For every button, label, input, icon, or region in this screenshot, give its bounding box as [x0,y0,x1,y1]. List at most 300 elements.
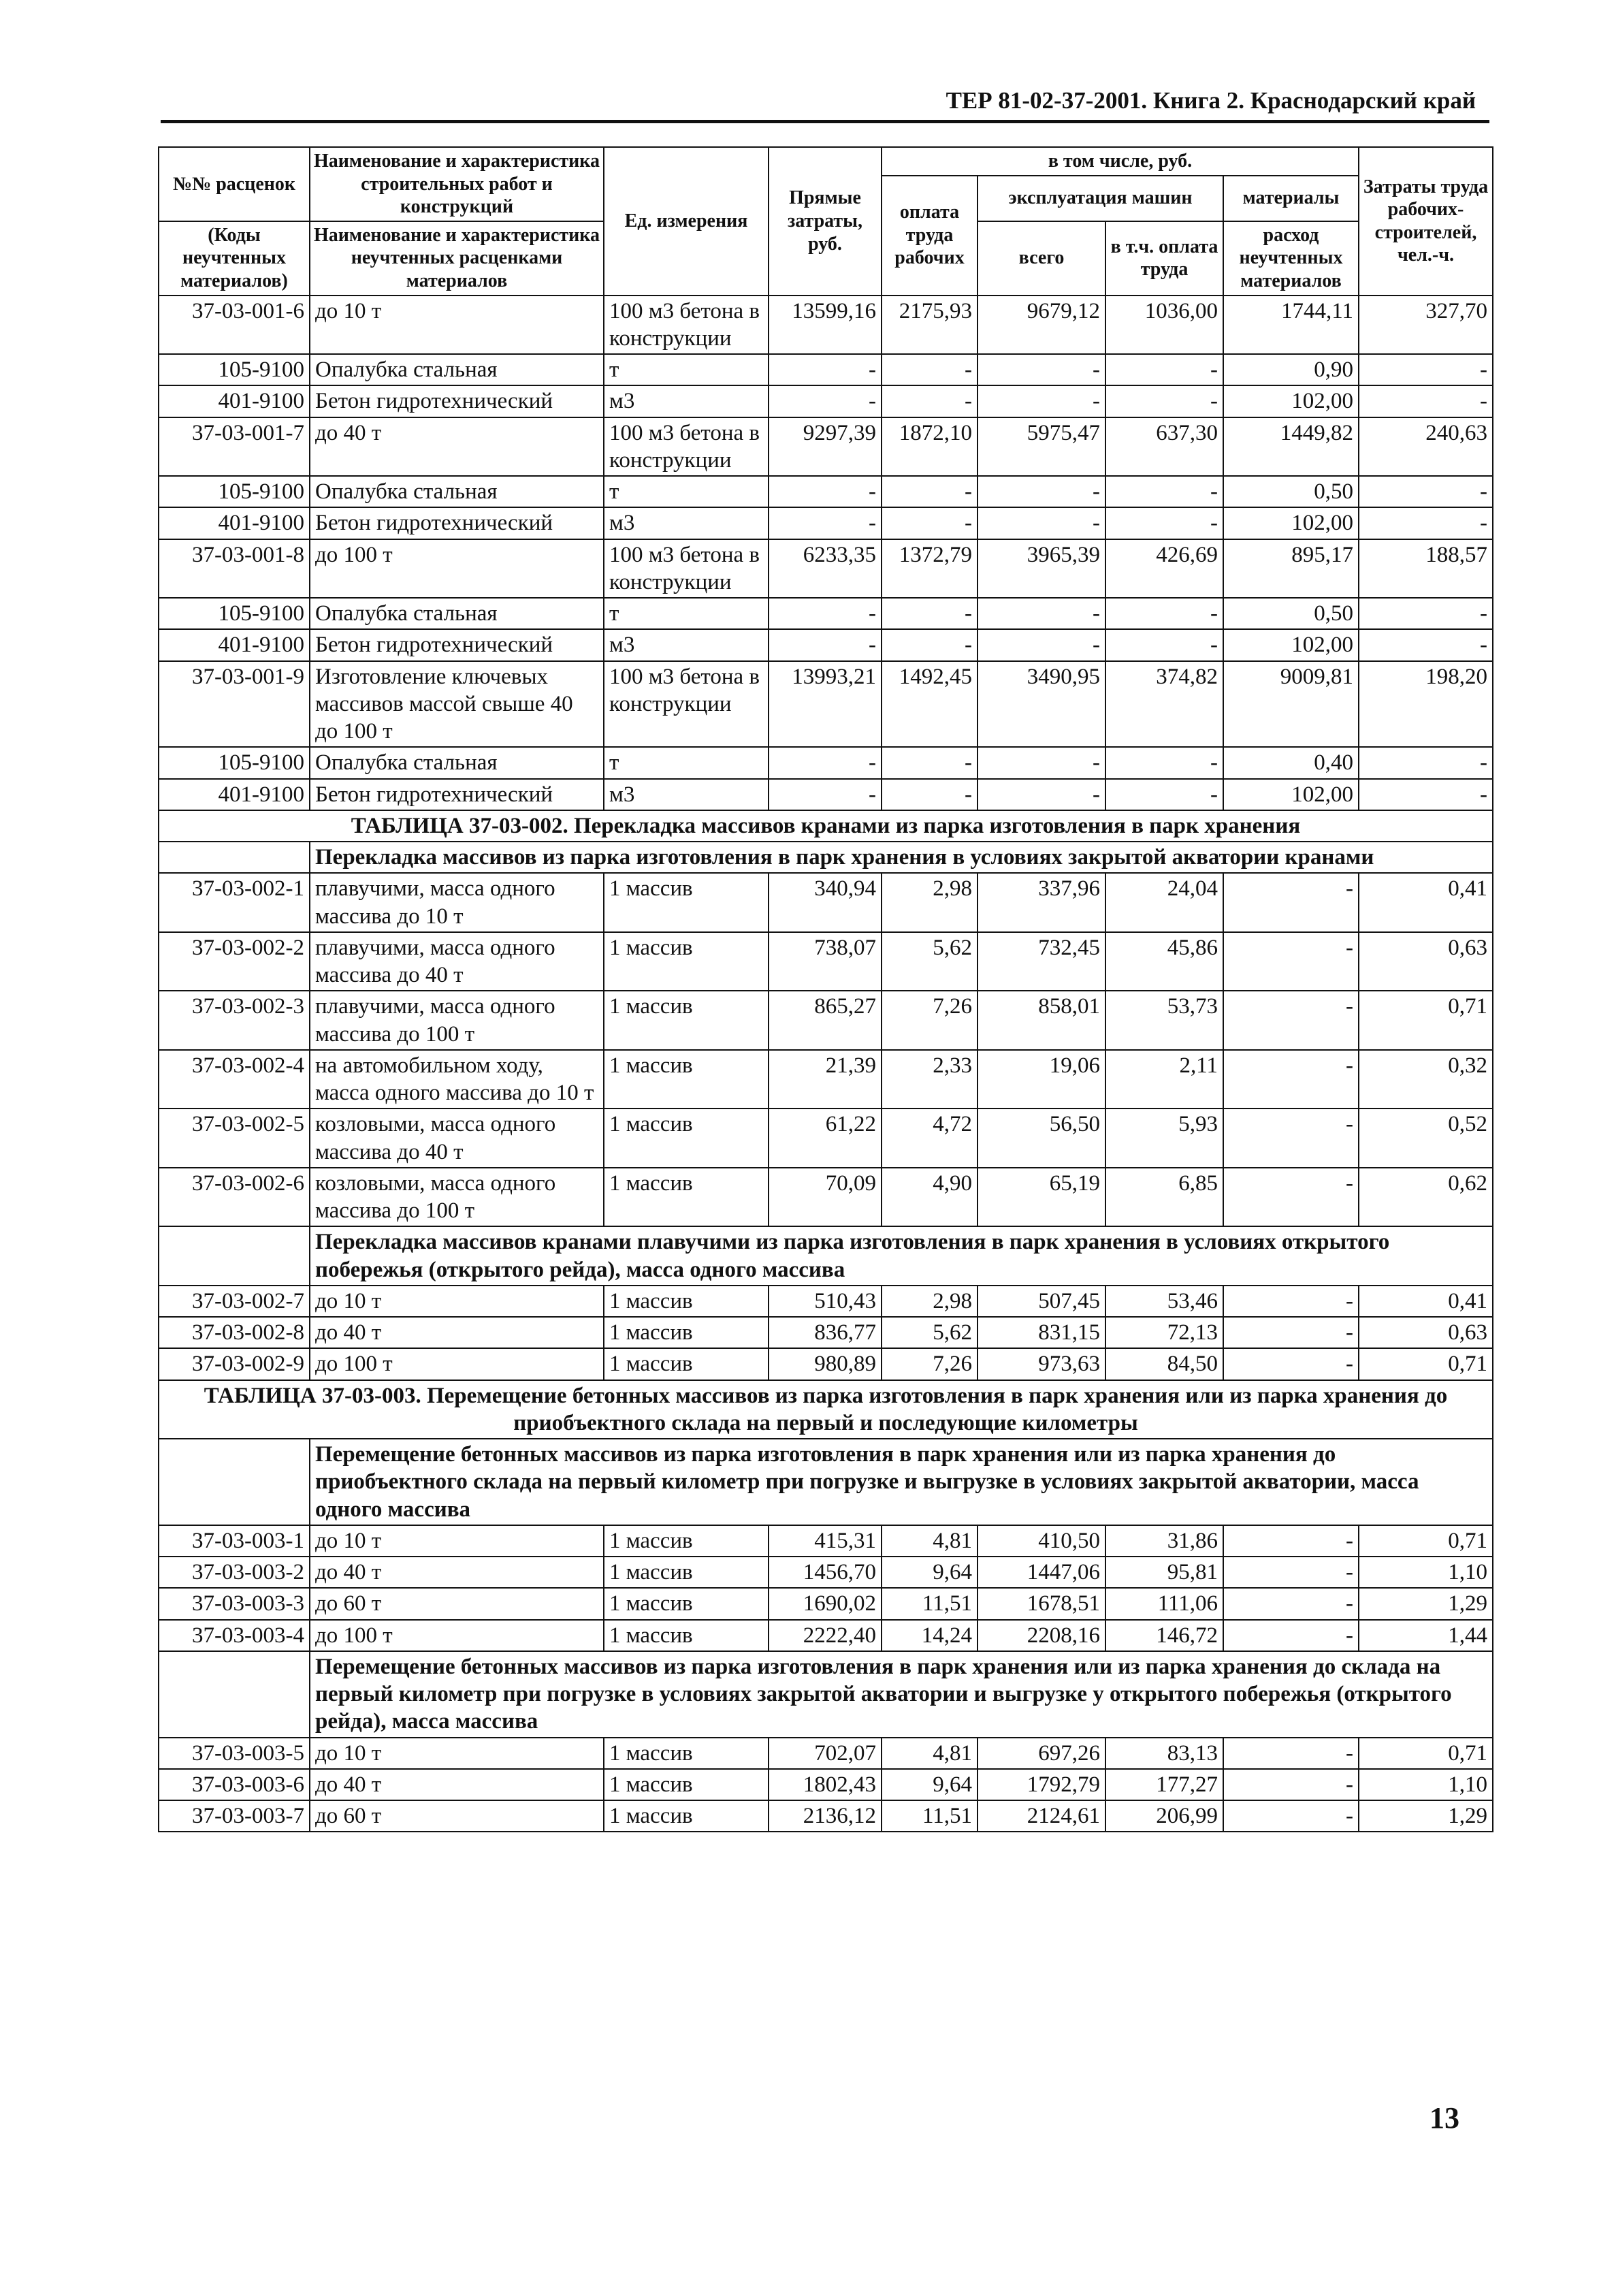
cell-unit: 1 массив [604,1317,769,1348]
cell-direct: - [769,507,882,539]
cell-name: козловыми, масса одного массива до 100 т [310,1168,604,1227]
cell-direct: - [769,476,882,507]
rate-row [159,598,1493,629]
cell-machines-total: 2124,61 [978,1800,1105,1832]
subsection-row [159,1439,1493,1525]
cell-name: плавучими, масса одного массива до 100 т [310,991,604,1050]
col-code-header: №№ расценок [159,147,310,221]
cell-name: до 100 т [310,1348,604,1380]
cell-labor-pay: 7,26 [882,1348,978,1380]
cell-machines-total: 337,96 [978,873,1105,932]
section-title-row [159,1380,1493,1439]
cell-labor-pay: 2,98 [882,873,978,932]
cell-unit: 1 массив [604,1168,769,1227]
cell-machines-labor: 637,30 [1105,417,1223,477]
cell-labor-pay: 4,90 [882,1168,978,1227]
subsection-title: Перемещение бетонных массивов из парка изготовления в парк хранения или из парка хранения до склада на первый километр при погрузке в условиях закрытой акватории и выгрузке у открытого побережья (открытого рейда), масса массива [310,1651,1493,1738]
cell-materials: - [1223,991,1359,1050]
subsection-blank [159,842,310,873]
cell-machines-labor: 206,99 [1105,1800,1223,1832]
cell-materials: 0,40 [1223,747,1359,778]
col-machines-total-header: всего [978,221,1105,296]
cell-labor-pay: - [882,779,978,810]
rate-row [159,507,1493,539]
cell-unit: 1 массив [604,873,769,932]
cell-direct: 1690,02 [769,1588,882,1619]
rate-row [159,1588,1493,1619]
cell-machines-labor: 83,13 [1105,1738,1223,1769]
cell-unit: м3 [604,507,769,539]
cell-labor-pay: 1872,10 [882,417,978,477]
cell-name: на автомобильном ходу, масса одного массива до 10 т [310,1050,604,1109]
cell-materials: - [1223,1738,1359,1769]
cell-unit: 1 массив [604,932,769,991]
col-labor-pay-header: оплата труда рабочих [882,176,978,296]
cell-machines-labor: - [1105,598,1223,629]
cell-direct: - [769,747,882,778]
cell-machines-total: 858,01 [978,991,1105,1050]
cell-machines-total: 1792,79 [978,1769,1105,1800]
cell-machines-labor: - [1105,385,1223,417]
cell-materials: - [1223,1050,1359,1109]
cell-code: 37-03-003-4 [159,1620,310,1651]
cell-machines-total: - [978,629,1105,660]
cell-code: 105-9100 [159,598,310,629]
cell-labor-pay: - [882,354,978,385]
rate-row [159,932,1493,991]
cell-machines-labor: 53,46 [1105,1286,1223,1317]
rate-row [159,1738,1493,1769]
rate-row [159,1317,1493,1348]
cell-name: Изготовление ключевых массивов массой свыше 40 до 100 т [310,661,604,748]
cell-machines-total: 3965,39 [978,539,1105,599]
cell-labor-pay: 5,62 [882,932,978,991]
cell-machines-total: 973,63 [978,1348,1105,1380]
cell-materials: - [1223,1525,1359,1557]
cell-machines-labor: 45,86 [1105,932,1223,991]
cell-labor-pay: 1372,79 [882,539,978,599]
section-title: ТАБЛИЦА 37-03-003. Перемещение бетонных массивов из парка изготовления в парк хранения или из парка хранения до приобъектного склада на первый и последующие километры [159,1380,1493,1439]
col-including-header: в том числе, руб. [882,147,1359,176]
cell-machines-total: 5975,47 [978,417,1105,477]
rate-row [159,1620,1493,1651]
cell-materials: 9009,81 [1223,661,1359,748]
cell-unit: 1 массив [604,1525,769,1557]
cell-labor-pay: - [882,385,978,417]
cell-machines-labor: - [1105,476,1223,507]
cell-labor-pay: 11,51 [882,1800,978,1832]
cell-direct: 738,07 [769,932,882,991]
subsection-blank [159,1226,310,1286]
cell-labor-hours: 0,71 [1359,1525,1493,1557]
cell-labor-hours: 1,29 [1359,1588,1493,1619]
cell-name: до 10 т [310,296,604,355]
col-name-header: Наименование и характеристика строительных работ и конструкций [310,147,604,221]
cell-machines-labor: 1036,00 [1105,296,1223,355]
cell-name: до 40 т [310,417,604,477]
cell-labor-hours: 0,41 [1359,873,1493,932]
subsection-title: Перекладка массивов из парка изготовления в парк хранения в условиях закрытой акватории кранами [310,842,1493,873]
cell-labor-hours: 1,44 [1359,1620,1493,1651]
cell-labor-pay: - [882,476,978,507]
cell-unit: 1 массив [604,1348,769,1380]
cell-labor-hours: 1,29 [1359,1800,1493,1832]
cell-code: 37-03-003-3 [159,1588,310,1619]
cell-code: 37-03-003-7 [159,1800,310,1832]
cell-labor-pay: 9,64 [882,1769,978,1800]
cell-code: 37-03-002-1 [159,873,310,932]
col-unit-header: Ед. измерения [604,147,769,296]
cell-unit: м3 [604,629,769,660]
cell-labor-hours: 0,41 [1359,1286,1493,1317]
cell-code: 37-03-001-8 [159,539,310,599]
cell-name: Бетон гидротехнический [310,385,604,417]
cell-materials: 102,00 [1223,385,1359,417]
cell-labor-hours: 327,70 [1359,296,1493,355]
subsection-title: Перемещение бетонных массивов из парка изготовления в парк хранения или из парка хранения до приобъектного склада на первый километр при погрузке и выгрузке в условиях закрытой акватории, масса одного массива [310,1439,1493,1525]
cell-direct: 70,09 [769,1168,882,1227]
rate-row [159,1286,1493,1317]
subsection-row [159,1226,1493,1286]
cell-labor-hours: 0,32 [1359,1050,1493,1109]
cell-unit: 100 м3 бетона в конструкции [604,296,769,355]
cell-materials: - [1223,1620,1359,1651]
cell-materials: 102,00 [1223,629,1359,660]
rate-row [159,296,1493,355]
cell-name: козловыми, масса одного массива до 40 т [310,1109,604,1168]
cell-direct: 1802,43 [769,1769,882,1800]
cell-code: 401-9100 [159,629,310,660]
cell-machines-total: - [978,354,1105,385]
cell-materials: - [1223,873,1359,932]
cell-machines-total: - [978,598,1105,629]
cell-code: 105-9100 [159,747,310,778]
cell-name: до 40 т [310,1317,604,1348]
cell-labor-hours: - [1359,476,1493,507]
page-header [161,84,1489,123]
cell-direct: 2222,40 [769,1620,882,1651]
cell-labor-pay: - [882,507,978,539]
cell-direct: 510,43 [769,1286,882,1317]
cell-direct: 21,39 [769,1050,882,1109]
cell-name: Бетон гидротехнический [310,507,604,539]
rate-row [159,661,1493,748]
cell-machines-labor: 2,11 [1105,1050,1223,1109]
cell-labor-hours: 1,10 [1359,1557,1493,1588]
cell-materials: - [1223,932,1359,991]
cell-code: 37-03-002-7 [159,1286,310,1317]
cell-direct: - [769,779,882,810]
cell-labor-hours: 0,71 [1359,991,1493,1050]
cell-machines-total: - [978,385,1105,417]
cell-machines-total: 3490,95 [978,661,1105,748]
cell-machines-total: 19,06 [978,1050,1105,1109]
cell-labor-hours: - [1359,354,1493,385]
cell-materials: 1744,11 [1223,296,1359,355]
rates-table [158,146,1493,1832]
cell-direct: 13993,21 [769,661,882,748]
col-materials-unaccounted-header: расход неучтенных материалов [1223,221,1359,296]
cell-machines-labor: 111,06 [1105,1588,1223,1619]
cell-machines-total: - [978,476,1105,507]
cell-machines-total: 697,26 [978,1738,1105,1769]
cell-name: Опалубка стальная [310,747,604,778]
cell-name: до 100 т [310,1620,604,1651]
cell-machines-labor: 24,04 [1105,873,1223,932]
cell-name: Опалубка стальная [310,354,604,385]
cell-machines-labor: 53,73 [1105,991,1223,1050]
cell-name: до 10 т [310,1525,604,1557]
cell-unit: 100 м3 бетона в конструкции [604,661,769,748]
rate-row [159,991,1493,1050]
cell-labor-pay: 9,64 [882,1557,978,1588]
cell-code: 37-03-001-7 [159,417,310,477]
cell-machines-labor: 146,72 [1105,1620,1223,1651]
section-title-row [159,810,1493,842]
cell-machines-labor: 72,13 [1105,1317,1223,1348]
cell-labor-hours: 0,71 [1359,1738,1493,1769]
cell-code: 37-03-002-2 [159,932,310,991]
cell-code: 37-03-003-6 [159,1769,310,1800]
cell-labor-hours: - [1359,629,1493,660]
cell-code: 37-03-002-4 [159,1050,310,1109]
cell-name: плавучими, масса одного массива до 40 т [310,932,604,991]
subsection-blank [159,1439,310,1525]
cell-machines-total: 2208,16 [978,1620,1105,1651]
cell-labor-hours: 188,57 [1359,539,1493,599]
cell-materials: - [1223,1348,1359,1380]
rate-row [159,385,1493,417]
cell-direct: 13599,16 [769,296,882,355]
cell-unit: 1 массив [604,1588,769,1619]
cell-direct: 61,22 [769,1109,882,1168]
cell-name: до 10 т [310,1286,604,1317]
cell-materials: - [1223,1588,1359,1619]
cell-labor-hours: 0,63 [1359,1317,1493,1348]
cell-unit: 1 массив [604,1286,769,1317]
col-materials-header: материалы [1223,176,1359,221]
cell-code: 401-9100 [159,385,310,417]
cell-machines-labor: - [1105,779,1223,810]
cell-labor-hours: 0,52 [1359,1109,1493,1168]
cell-labor-hours: 0,62 [1359,1168,1493,1227]
cell-direct: 340,94 [769,873,882,932]
cell-materials: - [1223,1800,1359,1832]
cell-name: Опалубка стальная [310,476,604,507]
cell-materials: 1449,82 [1223,417,1359,477]
cell-name: до 60 т [310,1588,604,1619]
cell-labor-pay: 14,24 [882,1620,978,1651]
cell-materials: - [1223,1557,1359,1588]
cell-machines-labor: - [1105,507,1223,539]
cell-direct: 1456,70 [769,1557,882,1588]
cell-labor-hours: 1,10 [1359,1769,1493,1800]
rate-row [159,747,1493,778]
cell-unit: 1 массив [604,1769,769,1800]
cell-labor-pay: 4,81 [882,1525,978,1557]
cell-labor-hours: - [1359,507,1493,539]
cell-direct: 415,31 [769,1525,882,1557]
section-title: ТАБЛИЦА 37-03-002. Перекладка массивов кранами из парка изготовления в парк хранения [159,810,1493,842]
cell-code: 401-9100 [159,779,310,810]
cell-machines-labor: 177,27 [1105,1769,1223,1800]
cell-unit: 1 массив [604,1620,769,1651]
cell-labor-hours: - [1359,385,1493,417]
cell-machines-labor: - [1105,629,1223,660]
cell-name: до 40 т [310,1769,604,1800]
rate-row [159,1168,1493,1227]
cell-direct: - [769,385,882,417]
cell-unit: 1 массив [604,1109,769,1168]
cell-unit: т [604,476,769,507]
cell-direct: 702,07 [769,1738,882,1769]
cell-unit: 1 массив [604,991,769,1050]
cell-labor-pay: 4,81 [882,1738,978,1769]
cell-direct: - [769,629,882,660]
cell-machines-total: - [978,747,1105,778]
cell-labor-pay: 4,72 [882,1109,978,1168]
cell-labor-hours: 0,71 [1359,1348,1493,1380]
cell-name: Бетон гидротехнический [310,779,604,810]
cell-code: 37-03-002-6 [159,1168,310,1227]
subsection-row [159,842,1493,873]
cell-code: 105-9100 [159,354,310,385]
cell-machines-labor: 31,86 [1105,1525,1223,1557]
cell-materials: 0,90 [1223,354,1359,385]
rate-row [159,1557,1493,1588]
cell-direct: 9297,39 [769,417,882,477]
rate-row [159,873,1493,932]
cell-machines-total: 65,19 [978,1168,1105,1227]
rate-row [159,1800,1493,1832]
cell-name: до 40 т [310,1557,604,1588]
cell-materials: - [1223,1769,1359,1800]
cell-machines-total: 732,45 [978,932,1105,991]
cell-labor-pay: - [882,598,978,629]
cell-machines-labor: 6,85 [1105,1168,1223,1227]
col-machines-header: эксплуатация машин [978,176,1223,221]
cell-unit: 100 м3 бетона в конструкции [604,417,769,477]
cell-code: 37-03-002-5 [159,1109,310,1168]
cell-labor-hours: - [1359,598,1493,629]
cell-code: 105-9100 [159,476,310,507]
header-title: ТЕР 81-02-37-2001. Книга 2. Краснодарский край [946,87,1476,114]
page-number: 13 [1430,2101,1459,2135]
cell-labor-pay: 7,26 [882,991,978,1050]
cell-direct: 980,89 [769,1348,882,1380]
col-machines-labor-header: в т.ч. оплата труда [1105,221,1223,296]
cell-machines-labor: 84,50 [1105,1348,1223,1380]
cell-unit: т [604,747,769,778]
cell-labor-pay: 2175,93 [882,296,978,355]
cell-name: до 60 т [310,1800,604,1832]
cell-machines-total: 9679,12 [978,296,1105,355]
cell-materials: 102,00 [1223,779,1359,810]
cell-labor-hours: - [1359,779,1493,810]
rate-row [159,539,1493,599]
cell-unit: 1 массив [604,1800,769,1832]
cell-unit: т [604,598,769,629]
cell-code: 37-03-002-3 [159,991,310,1050]
cell-labor-hours: 0,63 [1359,932,1493,991]
cell-code: 401-9100 [159,507,310,539]
cell-labor-pay: 1492,45 [882,661,978,748]
cell-name: до 10 т [310,1738,604,1769]
cell-name: плавучими, масса одного массива до 10 т [310,873,604,932]
cell-materials: - [1223,1317,1359,1348]
cell-machines-total: 831,15 [978,1317,1105,1348]
cell-name: Опалубка стальная [310,598,604,629]
cell-materials: 0,50 [1223,598,1359,629]
cell-materials: - [1223,1286,1359,1317]
cell-code: 37-03-003-1 [159,1525,310,1557]
cell-direct: - [769,598,882,629]
cell-unit: 1 массив [604,1738,769,1769]
cell-unit: м3 [604,385,769,417]
col-codes-unaccounted-header: (Коды неучтенных материалов) [159,221,310,296]
cell-labor-pay: 11,51 [882,1588,978,1619]
cell-labor-pay: 2,33 [882,1050,978,1109]
cell-labor-pay: 2,98 [882,1286,978,1317]
cell-code: 37-03-003-5 [159,1738,310,1769]
cell-machines-labor: 5,93 [1105,1109,1223,1168]
cell-machines-labor: - [1105,747,1223,778]
rate-row [159,1109,1493,1168]
cell-materials: - [1223,1109,1359,1168]
cell-machines-total: 1447,06 [978,1557,1105,1588]
cell-name: Бетон гидротехнический [310,629,604,660]
cell-machines-total: 410,50 [978,1525,1105,1557]
cell-labor-hours: 198,20 [1359,661,1493,748]
subsection-row [159,1651,1493,1738]
rate-row [159,1525,1493,1557]
cell-unit: 1 массив [604,1050,769,1109]
cell-unit: т [604,354,769,385]
cell-labor-pay: - [882,629,978,660]
cell-direct: 836,77 [769,1317,882,1348]
cell-machines-labor: 426,69 [1105,539,1223,599]
cell-unit: 100 м3 бетона в конструкции [604,539,769,599]
cell-labor-hours: - [1359,747,1493,778]
cell-labor-hours: 240,63 [1359,417,1493,477]
rate-row [159,1769,1493,1800]
cell-direct: - [769,354,882,385]
rate-row [159,779,1493,810]
rate-row [159,1348,1493,1380]
cell-direct: 6233,35 [769,539,882,599]
cell-code: 37-03-002-8 [159,1317,310,1348]
subsection-blank [159,1651,310,1738]
cell-name: до 100 т [310,539,604,599]
cell-code: 37-03-001-9 [159,661,310,748]
rate-row [159,629,1493,660]
rate-row [159,1050,1493,1109]
cell-machines-labor: 95,81 [1105,1557,1223,1588]
cell-materials: 102,00 [1223,507,1359,539]
cell-machines-total: - [978,507,1105,539]
cell-unit: м3 [604,779,769,810]
cell-materials: 895,17 [1223,539,1359,599]
cell-direct: 2136,12 [769,1800,882,1832]
col-direct-header: Прямые затраты, руб. [769,147,882,296]
cell-labor-pay: - [882,747,978,778]
cell-materials: 0,50 [1223,476,1359,507]
rate-row [159,417,1493,477]
col-name-unaccounted-header: Наименование и характеристика неучтенных расценками материалов [310,221,604,296]
cell-code: 37-03-001-6 [159,296,310,355]
col-labor-costs-header: Затраты труда рабочих-строителей, чел.-ч. [1359,147,1493,296]
cell-code: 37-03-003-2 [159,1557,310,1588]
